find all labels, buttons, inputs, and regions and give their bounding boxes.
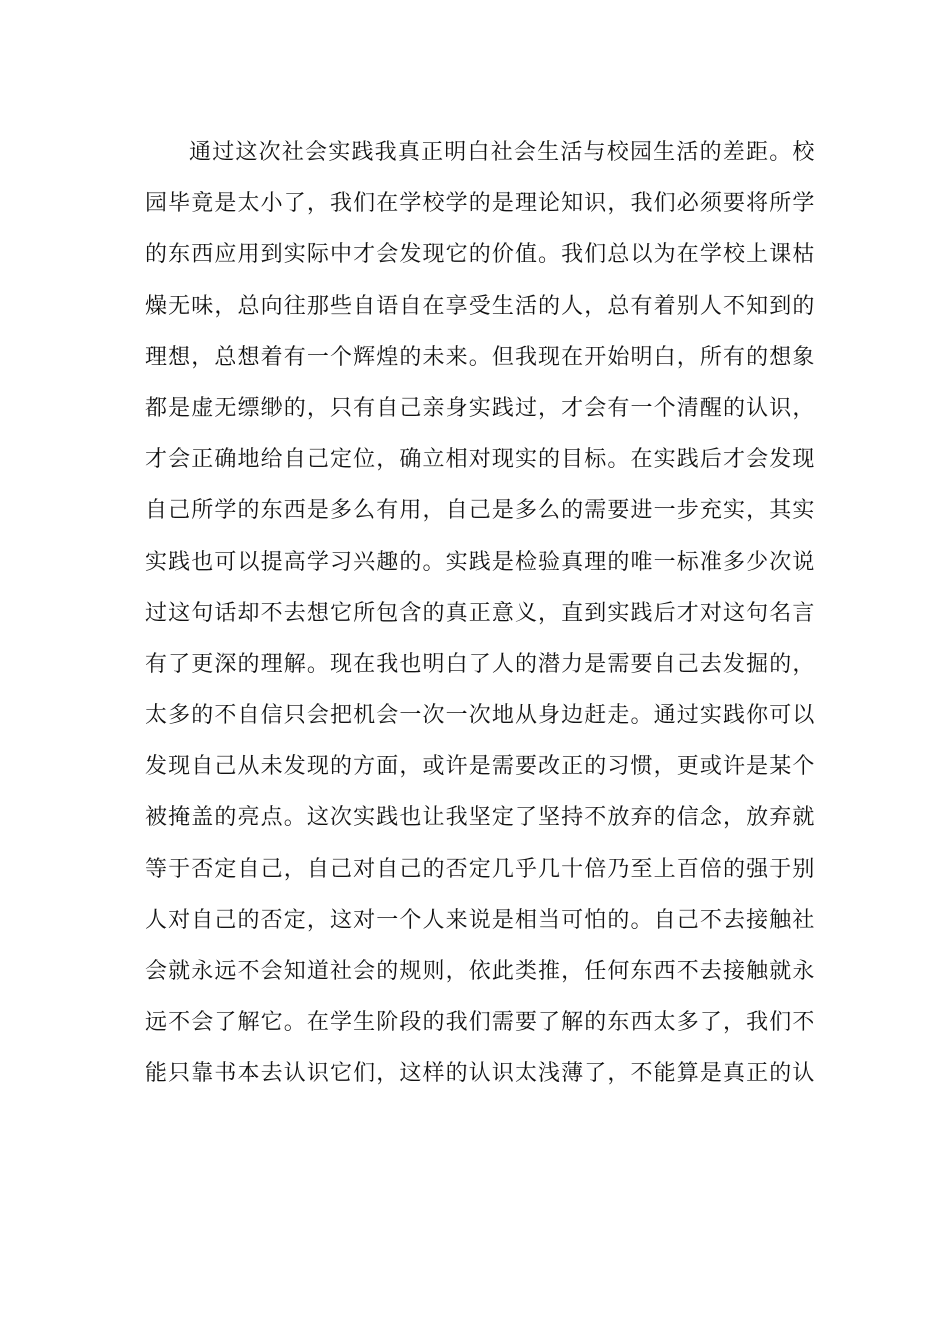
text-line: 都是虚无缥缈的，只有自己亲身实践过，才会有一个清醒的认识， <box>145 395 815 421</box>
text-line: 燥无味，总向往那些自语自在享受生活的人，总有着别人不知到的 <box>145 293 815 319</box>
body-paragraph <box>145 134 815 1107</box>
text-line: 发现自己从未发现的方面，或许是需要改正的习惯，更或许是某个 <box>145 754 815 780</box>
text-line: 人对自己的否定，这对一个人来说是相当可怕的。自己不去接触社 <box>145 907 815 933</box>
text-line: 等于否定自己，自己对自己的否定几乎几十倍乃至上百倍的强于别 <box>145 856 815 882</box>
text-line: 理想，总想着有一个辉煌的未来。但我现在开始明白，所有的想象 <box>145 344 815 370</box>
text-line: 自己所学的东西是多么有用，自己是多么的需要进一步充实，其实 <box>145 498 815 524</box>
text-line: 被掩盖的亮点。这次实践也让我坚定了坚持不放弃的信念，放弃就 <box>145 805 815 831</box>
text-line: 过这句话却不去想它所包含的真正意义，直到实践后才对这句名言 <box>145 600 815 626</box>
text-line: 能只靠书本去认识它们，这样的认识太浅薄了，不能算是真正的认 <box>145 1061 815 1087</box>
text-line: 的东西应用到实际中才会发现它的价值。我们总以为在学校上课枯 <box>145 242 815 268</box>
text-line: 才会正确地给自己定位，确立相对现实的目标。在实践后才会发现 <box>145 447 815 473</box>
text-line: 远不会了解它。在学生阶段的我们需要了解的东西太多了，我们不 <box>145 1010 815 1036</box>
text-line: 实践也可以提高学习兴趣的。实践是检验真理的唯一标准多少次说 <box>145 549 815 575</box>
text-line: 太多的不自信只会把机会一次一次地从身边赶走。通过实践你可以 <box>145 703 815 729</box>
text-line: 有了更深的理解。现在我也明白了人的潜力是需要自己去发掘的， <box>145 651 815 677</box>
text-line: 园毕竟是太小了，我们在学校学的是理论知识，我们必须要将所学 <box>145 191 815 217</box>
text-line: 会就永远不会知道社会的规则，依此类推，任何东西不去接触就永 <box>145 959 815 984</box>
text-line: 通过这次社会实践我真正明白社会生活与校园生活的差距。校 <box>189 140 815 165</box>
